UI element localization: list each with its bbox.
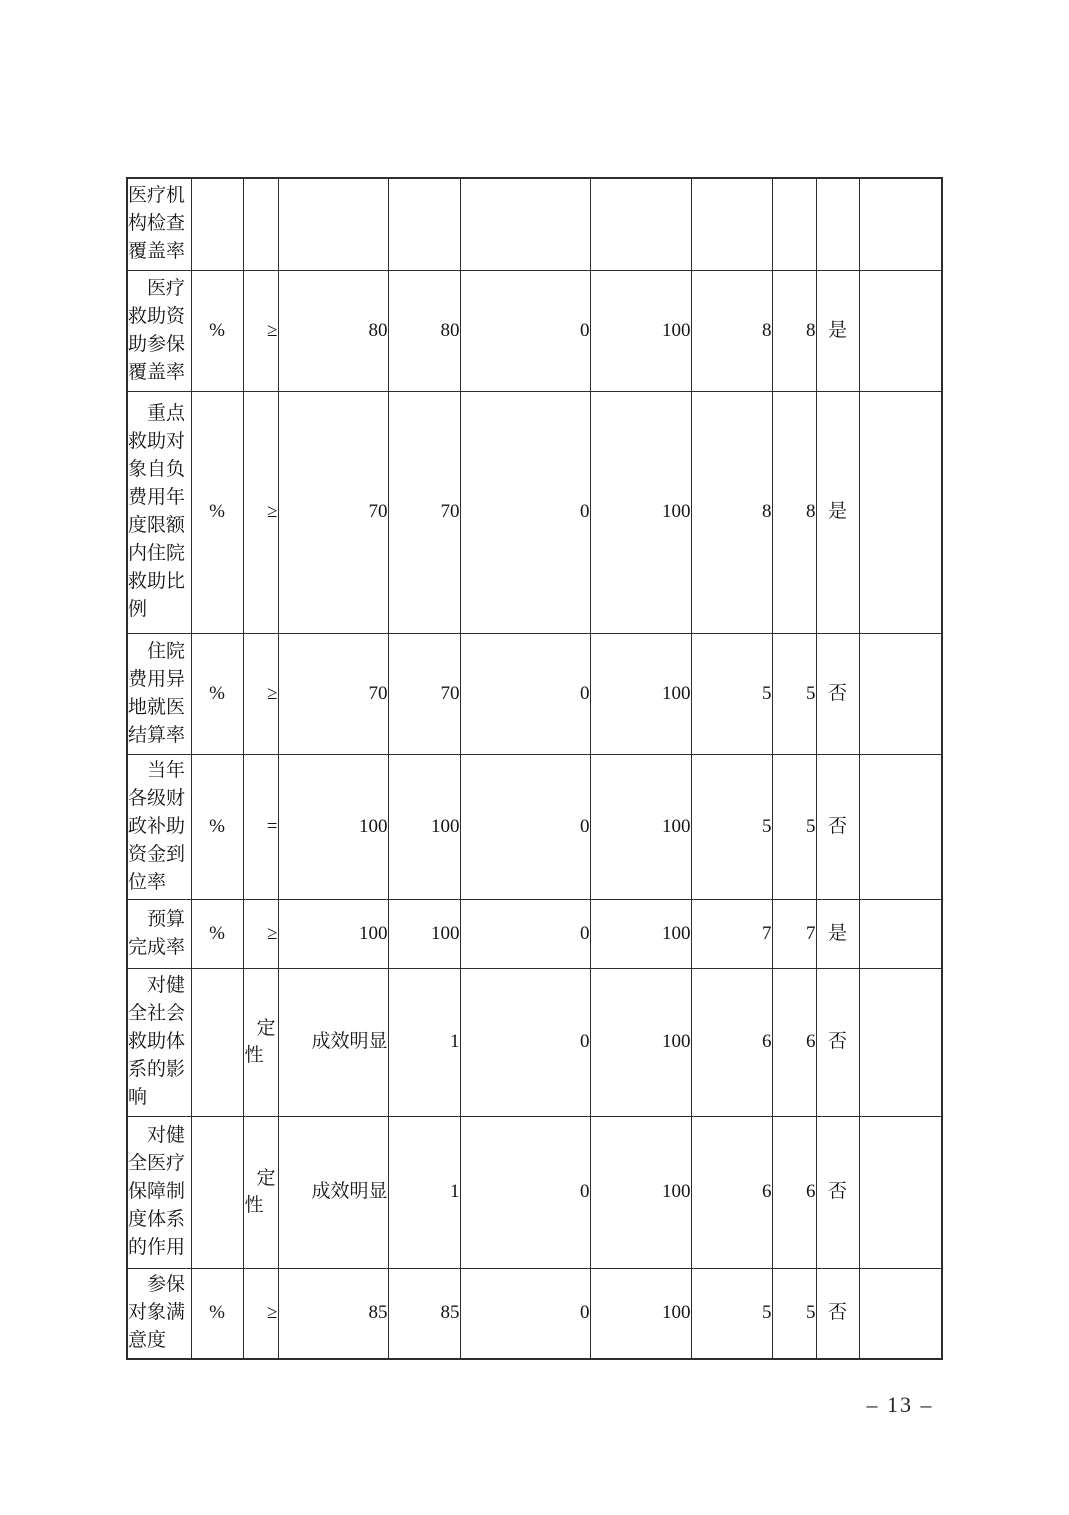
table-row — [127, 899, 942, 968]
target-value-cell: 70 — [278, 633, 388, 754]
target-value-cell: 100 — [278, 899, 388, 968]
value-cell-6: 100 — [590, 391, 691, 633]
target-value-cell: 成效明显 — [278, 1116, 388, 1268]
value-cell-6: 100 — [590, 1268, 691, 1359]
comparator-cell: ≥ — [243, 633, 278, 754]
value-cell-7: 5 — [691, 1268, 772, 1359]
indicator-name-cell: 医疗救助资助参保覆盖率 — [127, 270, 191, 391]
unit-cell — [191, 178, 243, 270]
empty-cell — [859, 899, 942, 968]
target-value-cell: 100 — [278, 754, 388, 899]
value-cell-5: 0 — [460, 391, 590, 633]
unit-cell: % — [191, 899, 243, 968]
value-cell-6: 100 — [590, 899, 691, 968]
value-cell-5: 0 — [460, 754, 590, 899]
value-cell-8: 6 — [772, 1116, 816, 1268]
value-cell-8: 5 — [772, 633, 816, 754]
comparator-cell: ≥ — [243, 1268, 278, 1359]
value-cell-5 — [460, 178, 590, 270]
table-row — [127, 633, 942, 754]
value-cell-7: 7 — [691, 899, 772, 968]
indicator-table-body — [127, 178, 942, 1359]
table-row — [127, 270, 942, 391]
table-row — [127, 1268, 942, 1359]
yes-no-cell — [816, 178, 859, 270]
yes-no-cell: 否 — [816, 1268, 859, 1359]
value-cell-6: 100 — [590, 633, 691, 754]
value-cell-7: 5 — [691, 633, 772, 754]
indicator-name-cell: 当年各级财政补助资金到位率 — [127, 754, 191, 899]
comparator-cell: 定性 — [243, 968, 278, 1116]
target-value-cell — [278, 178, 388, 270]
value-cell-8: 5 — [772, 754, 816, 899]
comparator-cell: ≥ — [243, 899, 278, 968]
actual-value-cell: 100 — [388, 899, 460, 968]
indicator-name-cell: 对健全社会救助体系的影响 — [127, 968, 191, 1116]
comparator-cell: ≥ — [243, 391, 278, 633]
unit-cell: % — [191, 1268, 243, 1359]
value-cell-7: 6 — [691, 968, 772, 1116]
page-number: – 13 – — [866, 1392, 934, 1417]
unit-cell — [191, 1116, 243, 1268]
target-value-cell: 70 — [278, 391, 388, 633]
actual-value-cell: 1 — [388, 1116, 460, 1268]
yes-no-cell: 是 — [816, 899, 859, 968]
value-cell-6: 100 — [590, 754, 691, 899]
value-cell-5: 0 — [460, 968, 590, 1116]
table-row — [127, 178, 942, 270]
indicator-name-cell: 医疗机构检查覆盖率 — [127, 178, 191, 270]
table-row — [127, 754, 942, 899]
empty-cell — [859, 178, 942, 270]
yes-no-cell: 否 — [816, 754, 859, 899]
value-cell-5: 0 — [460, 270, 590, 391]
empty-cell — [859, 270, 942, 391]
value-cell-8 — [772, 178, 816, 270]
actual-value-cell: 85 — [388, 1268, 460, 1359]
target-value-cell: 成效明显 — [278, 968, 388, 1116]
empty-cell — [859, 1116, 942, 1268]
yes-no-cell: 是 — [816, 391, 859, 633]
value-cell-6: 100 — [590, 270, 691, 391]
table-row — [127, 1116, 942, 1268]
unit-cell: % — [191, 270, 243, 391]
value-cell-8: 5 — [772, 1268, 816, 1359]
yes-no-cell: 否 — [816, 968, 859, 1116]
actual-value-cell: 1 — [388, 968, 460, 1116]
indicator-name-cell: 参保对象满意度 — [127, 1268, 191, 1359]
value-cell-7 — [691, 178, 772, 270]
comparator-cell: ≥ — [243, 270, 278, 391]
comparator-cell: = — [243, 754, 278, 899]
empty-cell — [859, 391, 942, 633]
value-cell-5: 0 — [460, 1116, 590, 1268]
value-cell-7: 8 — [691, 270, 772, 391]
value-cell-8: 8 — [772, 391, 816, 633]
value-cell-5: 0 — [460, 1268, 590, 1359]
value-cell-7: 6 — [691, 1116, 772, 1268]
value-cell-8: 8 — [772, 270, 816, 391]
unit-cell — [191, 968, 243, 1116]
yes-no-cell: 否 — [816, 633, 859, 754]
actual-value-cell: 100 — [388, 754, 460, 899]
comparator-cell — [243, 178, 278, 270]
empty-cell — [859, 1268, 942, 1359]
empty-cell — [859, 968, 942, 1116]
actual-value-cell: 70 — [388, 391, 460, 633]
unit-cell: % — [191, 754, 243, 899]
value-cell-8: 7 — [772, 899, 816, 968]
actual-value-cell — [388, 178, 460, 270]
table-row — [127, 968, 942, 1116]
actual-value-cell: 80 — [388, 270, 460, 391]
value-cell-5: 0 — [460, 899, 590, 968]
value-cell-6: 100 — [590, 968, 691, 1116]
value-cell-5: 0 — [460, 633, 590, 754]
yes-no-cell: 否 — [816, 1116, 859, 1268]
yes-no-cell: 是 — [816, 270, 859, 391]
unit-cell: % — [191, 391, 243, 633]
empty-cell — [859, 754, 942, 899]
performance-indicator-table — [126, 177, 943, 1360]
unit-cell: % — [191, 633, 243, 754]
target-value-cell: 80 — [278, 270, 388, 391]
value-cell-8: 6 — [772, 968, 816, 1116]
table-row — [127, 391, 942, 633]
actual-value-cell: 70 — [388, 633, 460, 754]
empty-cell — [859, 633, 942, 754]
value-cell-7: 8 — [691, 391, 772, 633]
indicator-name-cell: 对健全医疗保障制度体系的作用 — [127, 1116, 191, 1268]
target-value-cell: 85 — [278, 1268, 388, 1359]
value-cell-7: 5 — [691, 754, 772, 899]
value-cell-6 — [590, 178, 691, 270]
comparator-cell: 定性 — [243, 1116, 278, 1268]
indicator-name-cell: 住院费用异地就医结算率 — [127, 633, 191, 754]
value-cell-6: 100 — [590, 1116, 691, 1268]
indicator-name-cell: 预算完成率 — [127, 899, 191, 968]
indicator-name-cell: 重点救助对象自负费用年度限额内住院救助比例 — [127, 391, 191, 633]
